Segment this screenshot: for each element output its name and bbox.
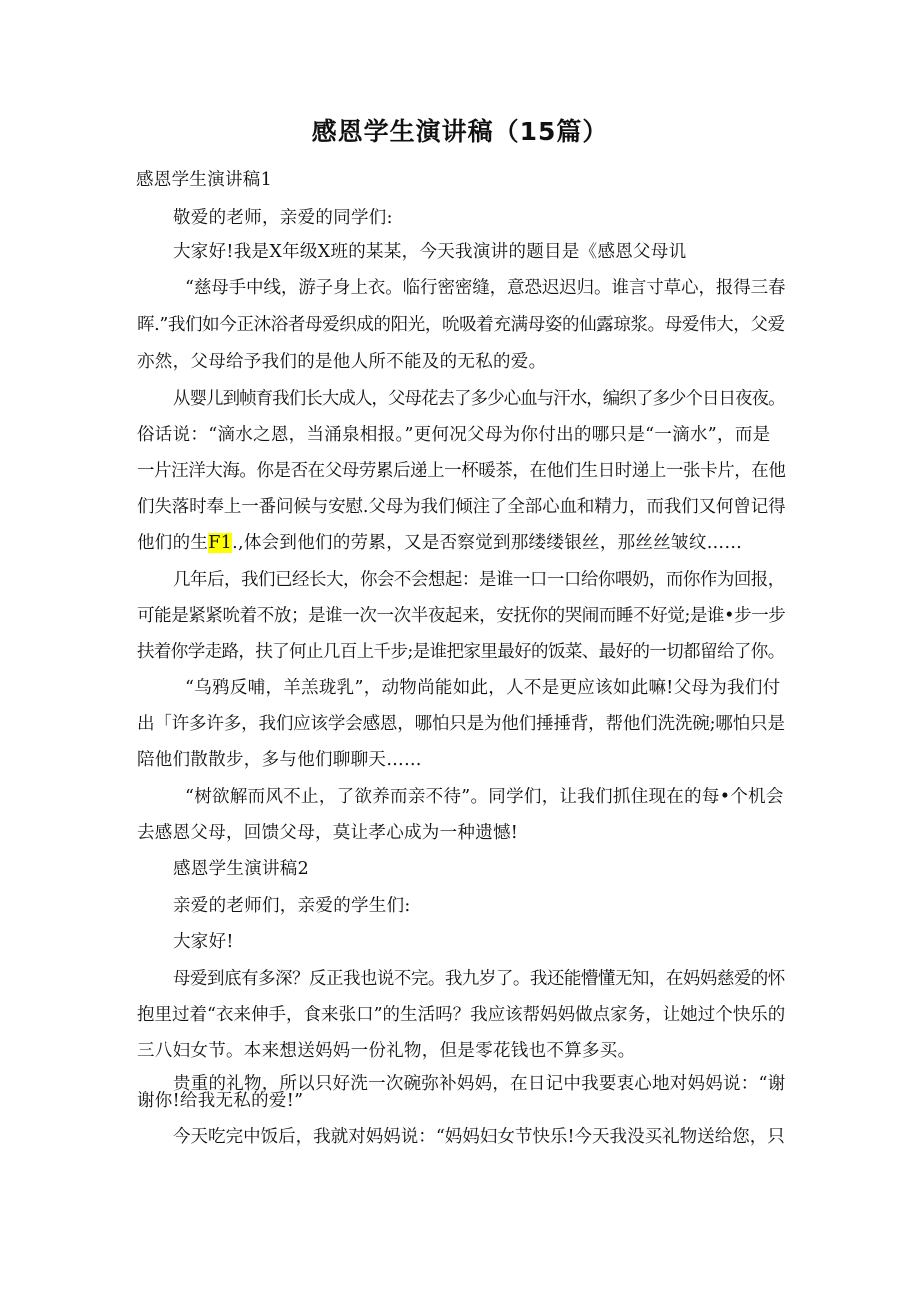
paragraph-line: “乌鸦反哺，羊羔珑乳”，动物尚能如此，人不是更应该如此嘛!父母为我们付 xyxy=(185,678,781,698)
greeting: 亲爱的老师们，亲爱的学生们: xyxy=(173,896,411,916)
greeting: 敬爱的老师，亲爱的同学们: xyxy=(173,208,393,228)
paragraph-line: 扶着你学走路，扶了何止几百上千步;是谁把家里最好的饭菜、最好的一切都留给了你。 xyxy=(137,642,785,662)
hello-line: 大家好! xyxy=(173,932,234,952)
paragraph-line: 贵重的礼物，所以只好洗一次碗弥补妈妈，在日记中我要衷心地对妈妈说：“谢 xyxy=(173,1074,786,1094)
paragraph-line: 出「许多许多，我们应该学会感恩，哪怕只是为他们捶捶背，帮他们洗洗碗;哪怕只是 xyxy=(137,714,785,734)
text-fragment: 他们的生 xyxy=(137,533,209,553)
document-title: 感恩学生演讲稿（15篇） xyxy=(311,117,609,146)
paragraph-line: 亦然，父母给予我们的是他人所不能及的无私的爱。 xyxy=(137,352,547,372)
paragraph-line: 去感恩父母，回馈父母，莫让孝心成为一种遗憾! xyxy=(137,823,519,843)
paragraph-line: 三八妇女节。本来想送妈妈一份礼物，但是零花钱也不算多买。 xyxy=(137,1041,636,1061)
paragraph-line: 一片汪洋大海。你是否在父母劳累后递上一杯暖茶，在他们生日时递上一张卡片，在他 xyxy=(137,461,786,481)
paragraph-line: 可能是紧紧吮着不放；是谁一次一次半夜起来，安抚你的哭闹而睡不好觉;是谁•步一步 xyxy=(137,606,786,626)
paragraph-line: 从婴儿到帧育我们长大成人，父母花去了多少心血与汗水，编织了多少个日日夜夜。 xyxy=(173,389,785,409)
text-fragment: .,体会到他们的劳累，又是否察觉到那缕缕银丝，那丝丝皱纹…… xyxy=(232,533,743,553)
paragraph-line: 晖.”我们如今正沐浴者母爱织成的阳光，吮吸着充满母姿的仙露琼浆。母爱伟大，父爱 xyxy=(137,315,785,335)
paragraph-line: 陪他们散散步，多与他们聊聊天…… xyxy=(137,750,422,770)
paragraph-line xyxy=(137,531,742,555)
intro-line: 大家好!我是X年级X班的某某，今天我演讲的题目是《感恩父母讥 xyxy=(173,242,687,262)
paragraph-line: 抱里过着“衣来伸手，食来张口”的生活吗？我应该帮妈妈做点家务，让她过个快乐的 xyxy=(137,1005,786,1025)
paragraph-line: 今天吃完中饭后，我就对妈妈说：“妈妈妇女节快乐!今天我没买礼物送给您，只 xyxy=(173,1127,785,1147)
paragraph-line: 几年后，我们已经长大，你会不会想起：是谁一口一口给你喂奶，而你作为回报， xyxy=(173,570,785,590)
paragraph-line: 母爱到底有多深？反正我也说不完。我九岁了。我还能懵懂无知，在妈妈慈爱的怀 xyxy=(173,969,785,989)
section-heading: 感恩学生演讲稿2 xyxy=(173,859,310,879)
highlighted-text: F1 xyxy=(208,533,233,553)
paragraph-line: “树欲解而风不止，了欲养而亲不待”。同学们，让我们抓住现在的每•个机会 xyxy=(185,787,784,807)
paragraph-line: 俗话说：“滴水之恩，当涌泉相报。”更何况父母为你付出的哪只是“一滴水”，而是 xyxy=(137,425,771,445)
paragraph-line: “慈母手中线，游子身上衣。临行密密缝，意恐迟迟归。谁言寸草心，报得三春 xyxy=(185,278,786,298)
paragraph-line: 们失落时奉上一番问候与安慰.父母为我们倾注了全部心血和精力，而我们又何曾记得 xyxy=(137,497,786,517)
section-heading: 感恩学生演讲稿1 xyxy=(136,170,273,190)
paragraph-line: 谢你!给我无私的爱!” xyxy=(137,1091,304,1111)
